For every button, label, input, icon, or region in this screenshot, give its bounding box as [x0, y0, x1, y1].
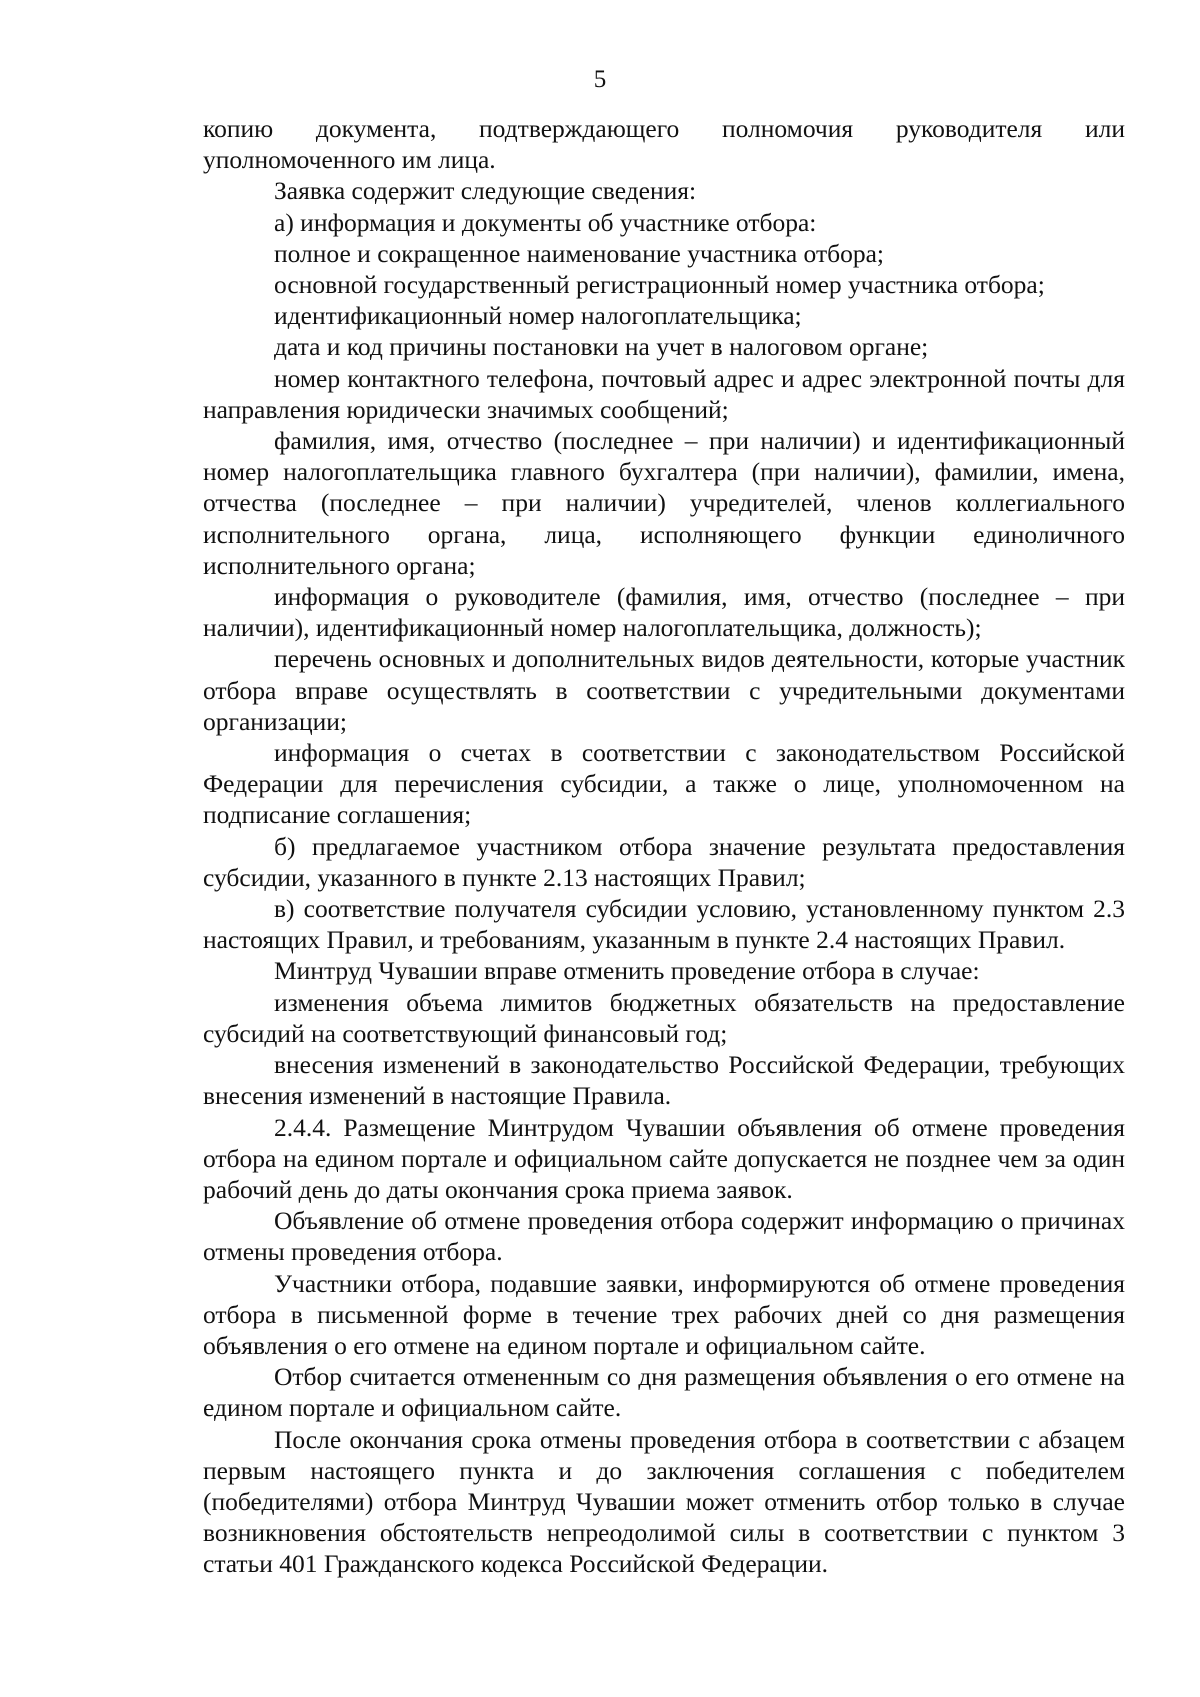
paragraph: полное и сокращенное наименование участника отбора;	[274, 238, 884, 268]
paragraph: дата и код причины постановки на учет в налоговом органе;	[274, 332, 929, 362]
paragraph: а) информация и документы об участнике отбора:	[274, 207, 817, 237]
page-number: 5	[593, 66, 607, 93]
paragraph: Заявка содержит следующие сведения:	[274, 176, 697, 206]
paragraph: основной государственный регистрационный номер участника отбора;	[274, 270, 1045, 300]
paragraph: фамилия, имя, отчество (последнее – при наличии) и идентификационный номер налогоплательщика главного бухгалтера (при наличии), фамилии, имена, отчества (последнее – при наличии) учредителей, членов коллегиального исполнительного органа, лица, исполняющего функции единоличного исполнительного органа;	[203, 426, 1125, 580]
paragraph: Участники отбора, подавшие заявки, информируются об отмене проведения отбора в письменной форме в течение трех рабочих дней со дня размещения объявления о его отмене на едином портале и официальном сайте.	[203, 1268, 1125, 1360]
document-body	[203, 113, 1125, 1580]
paragraph: изменения объема лимитов бюджетных обязательств на предоставление субсидий на соответствующий финансовый год;	[203, 987, 1125, 1048]
paragraph: После окончания срока отмены проведения отбора в соответствии с абзацем первым настоящего пункта и до заключения соглашения с победителем (победителями) отбора Минтруд Чувашии может отменить отбор только в случае возникновения обстоятельств непреодолимой силы в соответствии с пунктом 3 статьи 401 Гражданского кодекса Российской Федерации.	[203, 1424, 1125, 1579]
paragraph: 2.4.4. Размещение Минтрудом Чувашии объявления об отмене проведения отбора на едином портале и официальном сайте допускается не позднее чем за один рабочий день до даты окончания срока приема заявок.	[203, 1112, 1125, 1204]
paragraph: Минтруд Чувашии вправе отменить проведение отбора в случае:	[274, 956, 980, 986]
paragraph: идентификационный номер налогоплательщика;	[274, 301, 802, 331]
paragraph: информация о руководителе (фамилия, имя, отчество (последнее – при наличии), идентификационный номер налогоплательщика, должность);	[203, 582, 1125, 643]
paragraph: внесения изменений в законодательство Российской Федерации, требующих внесения изменений в настоящие Правила.	[203, 1050, 1125, 1111]
paragraph: перечень основных и дополнительных видов деятельности, которые участник отбора вправе осуществлять в соответствии с учредительными документами организации;	[203, 644, 1125, 736]
paragraph: Объявление об отмене проведения отбора содержит информацию о причинах отмены проведения отбора.	[203, 1206, 1125, 1267]
paragraph-continuation: копию документа, подтверждающего полномочия руководителя или уполномоченного им лица.	[203, 114, 1125, 175]
paragraph: информация о счетах в соответствии с законодательством Российской Федерации для перечисления субсидии, а также о лице, уполномоченном на подписание соглашения;	[203, 738, 1125, 830]
paragraph: б) предлагаемое участником отбора значение результата предоставления субсидии, указанного в пункте 2.13 настоящих Правил;	[203, 831, 1125, 892]
paragraph: в) соответствие получателя субсидии условию, установленному пунктом 2.3 настоящих Правил, и требованиям, указанным в пункте 2.4 настоящих Правил.	[203, 894, 1125, 955]
paragraph: Отбор считается отмененным со дня размещения объявления о его отмене на едином портале и официальном сайте.	[203, 1362, 1125, 1423]
paragraph: номер контактного телефона, почтовый адрес и адрес электронной почты для направления юридически значимых сообщений;	[203, 363, 1125, 424]
